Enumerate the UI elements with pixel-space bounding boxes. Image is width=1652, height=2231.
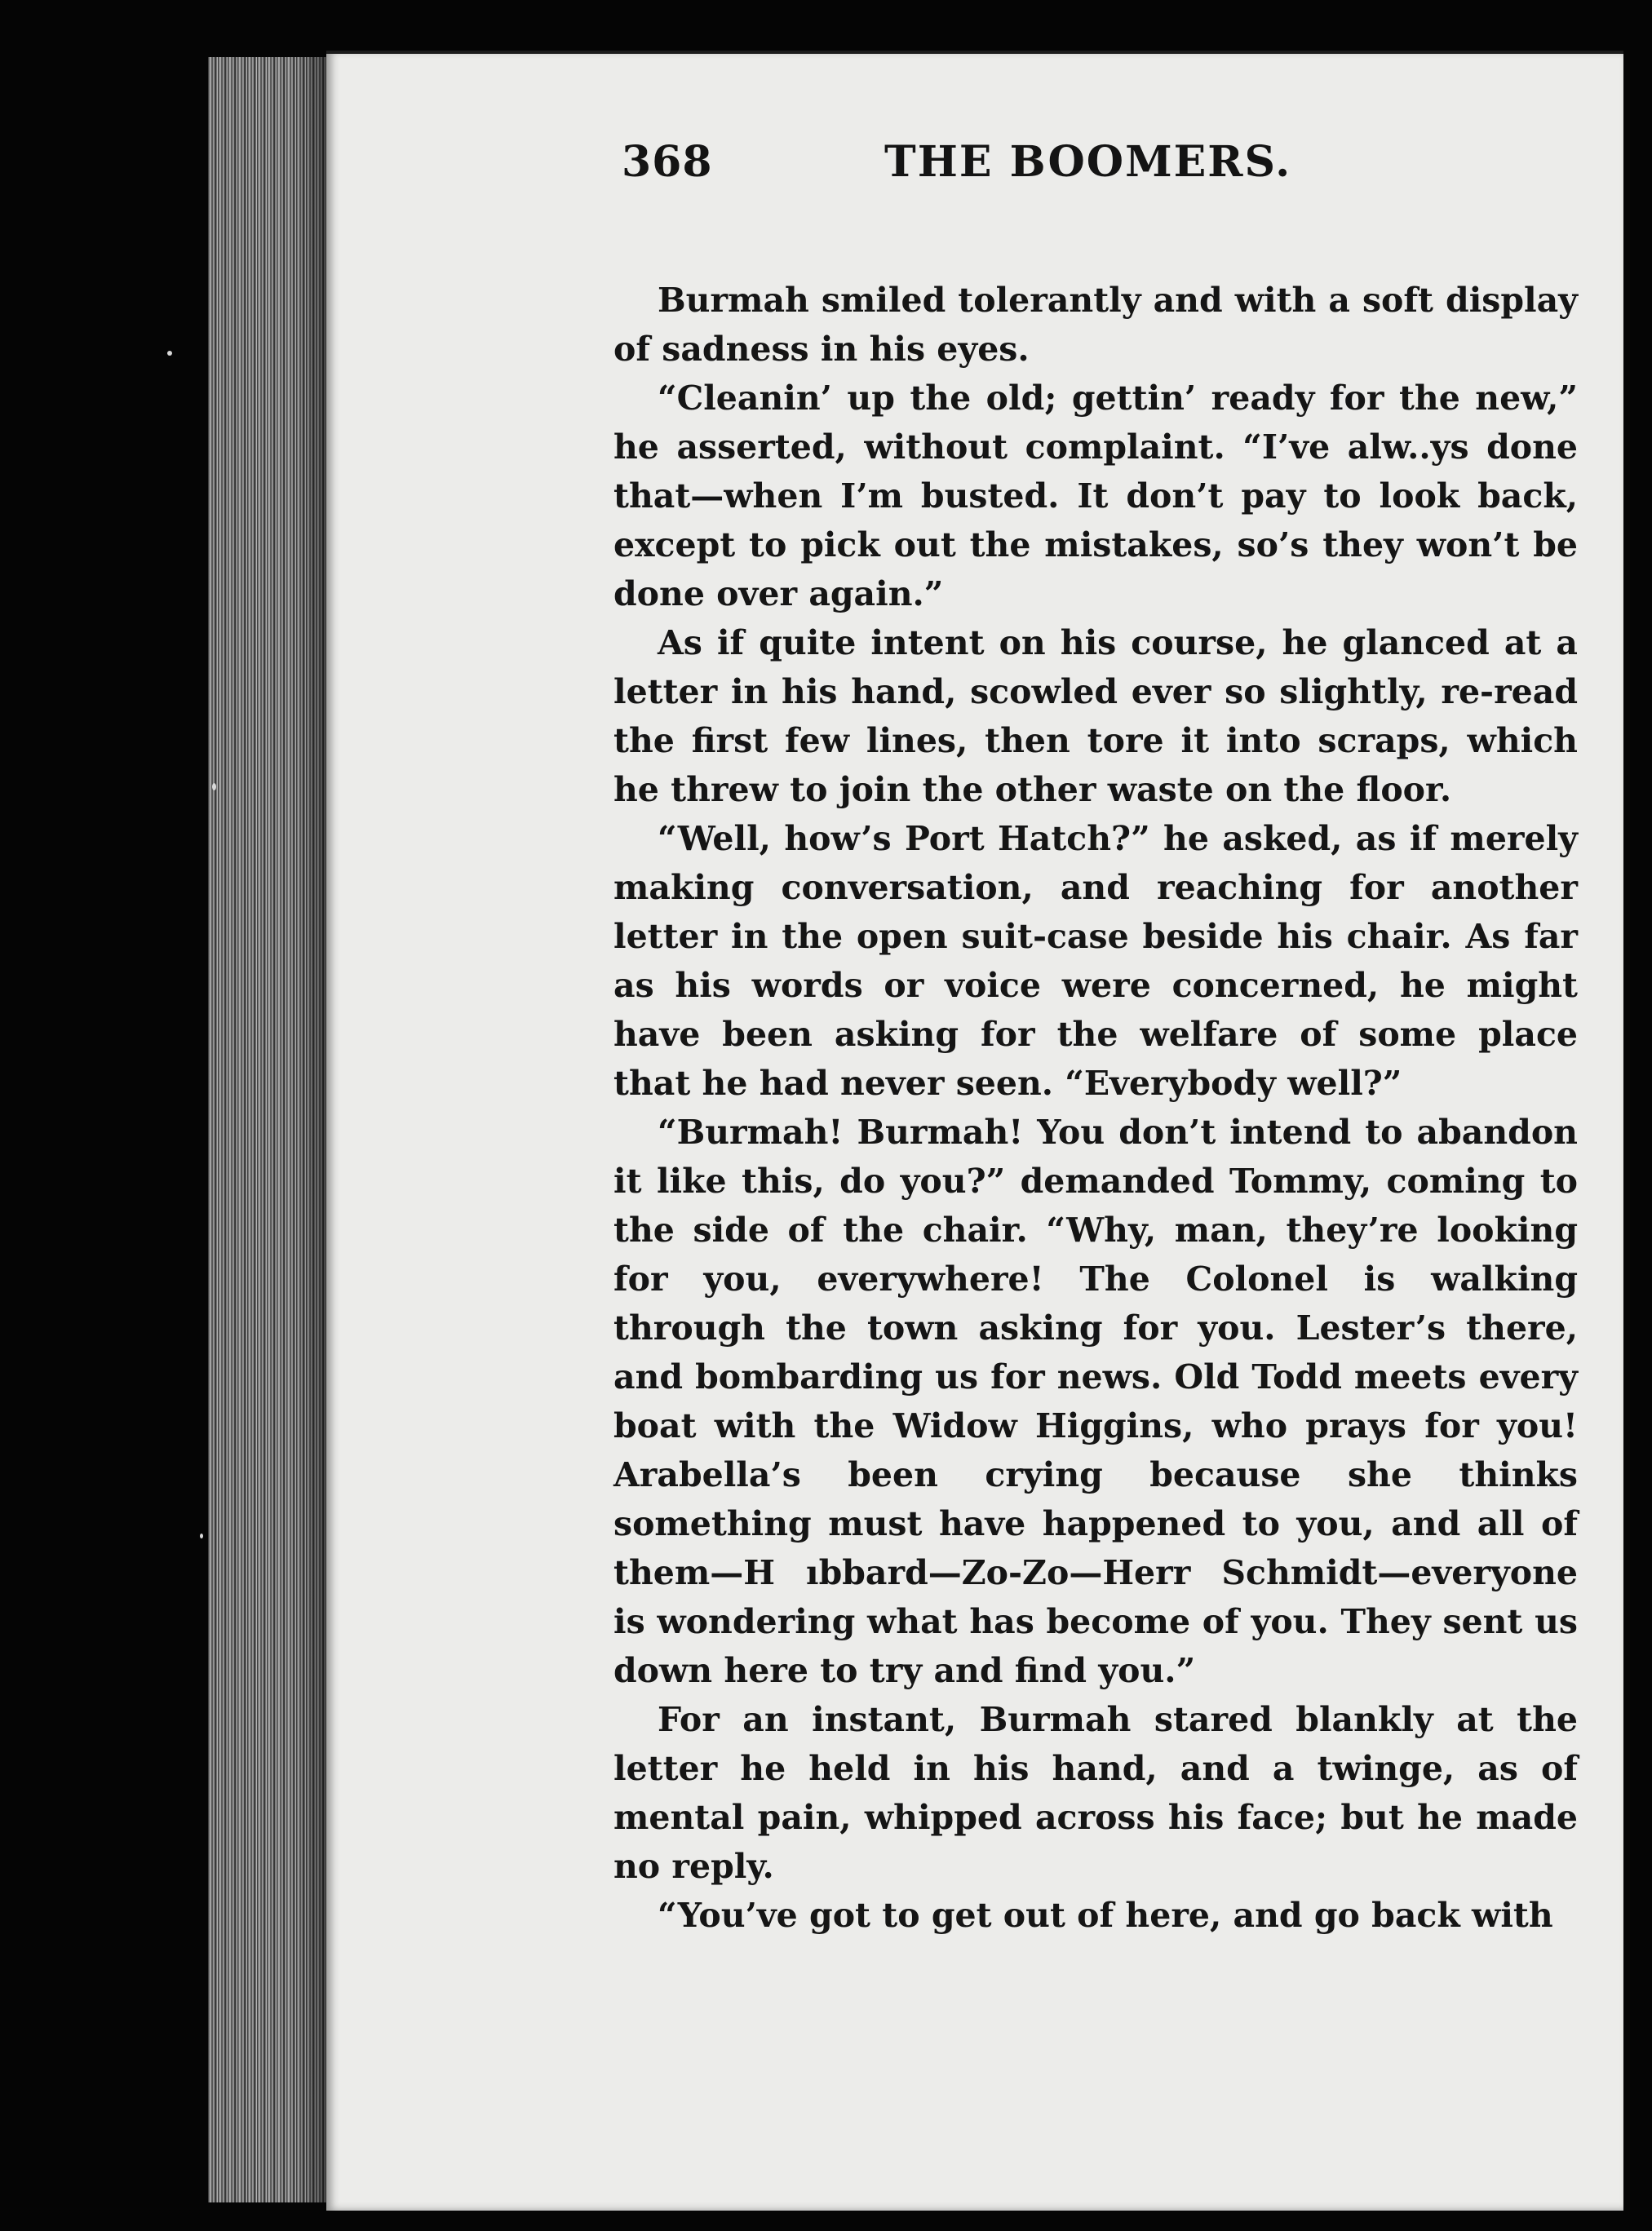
paragraph: “Well, how’s Port Hatch?” he asked, as if merely making conversation, and reaching for another letter in the open suit-case beside his chair. As far as his words or voice were concerned, he might have been asking for the welfare of some place that he had never seen. “Everybody well?”: [613, 819, 1578, 1103]
scan-speck: [200, 1534, 203, 1538]
paragraph: As if quite intent on his course, he glanced at a letter in his hand, scowled ever so slightly, re-read the first few lines, then tore it into scraps, which he threw to join the other waste on the floor.: [613, 623, 1578, 809]
page-gutter-shadow: [294, 57, 330, 2202]
scan-speck: [212, 783, 216, 790]
scan-speck: [167, 351, 172, 356]
body-text: [613, 276, 1578, 1940]
paragraph: For an instant, Burmah stared blankly at the letter he held in his hand, and a twinge, as of mental pain, whipped across his face; but he made no reply.: [613, 1700, 1578, 1886]
page-top-edge: [326, 51, 1623, 54]
paragraph: “You’ve got to get out of here, and go back with: [658, 1896, 1553, 1935]
running-head: THE BOOMERS.: [884, 137, 1292, 187]
paragraph: “Cleanin’ up the old; gettin’ ready for the new,” he asserted, without complaint. “I’ve alw..ys done that—when I’m busted. It don’t pay to look back, except to pick out the mistakes, so’s they won’t be done over again.”: [613, 378, 1578, 613]
paragraph: Burmah smiled tolerantly and with a soft display of sadness in his eyes.: [613, 281, 1578, 369]
page-header: [622, 137, 1331, 202]
paragraph: “Burmah! Burmah! You don’t intend to abandon it like this, do you?” demanded Tommy, coming to the side of the chair. “Why, man, they’re looking for you, everywhere! The Colonel is walking through the town asking for you. Lester’s there, and bombarding us for news. Old Todd meets every boat with the Widow Higgins, who prays for you! Arabella’s been crying because she thinks something must have happened to you, and all of them—H ıbbard—Zo-Zo—Herr Schmidt—everyone is wondering what has become of you. They sent us down here to try and find you.”: [613, 1113, 1578, 1690]
page-number: 368: [622, 137, 713, 187]
